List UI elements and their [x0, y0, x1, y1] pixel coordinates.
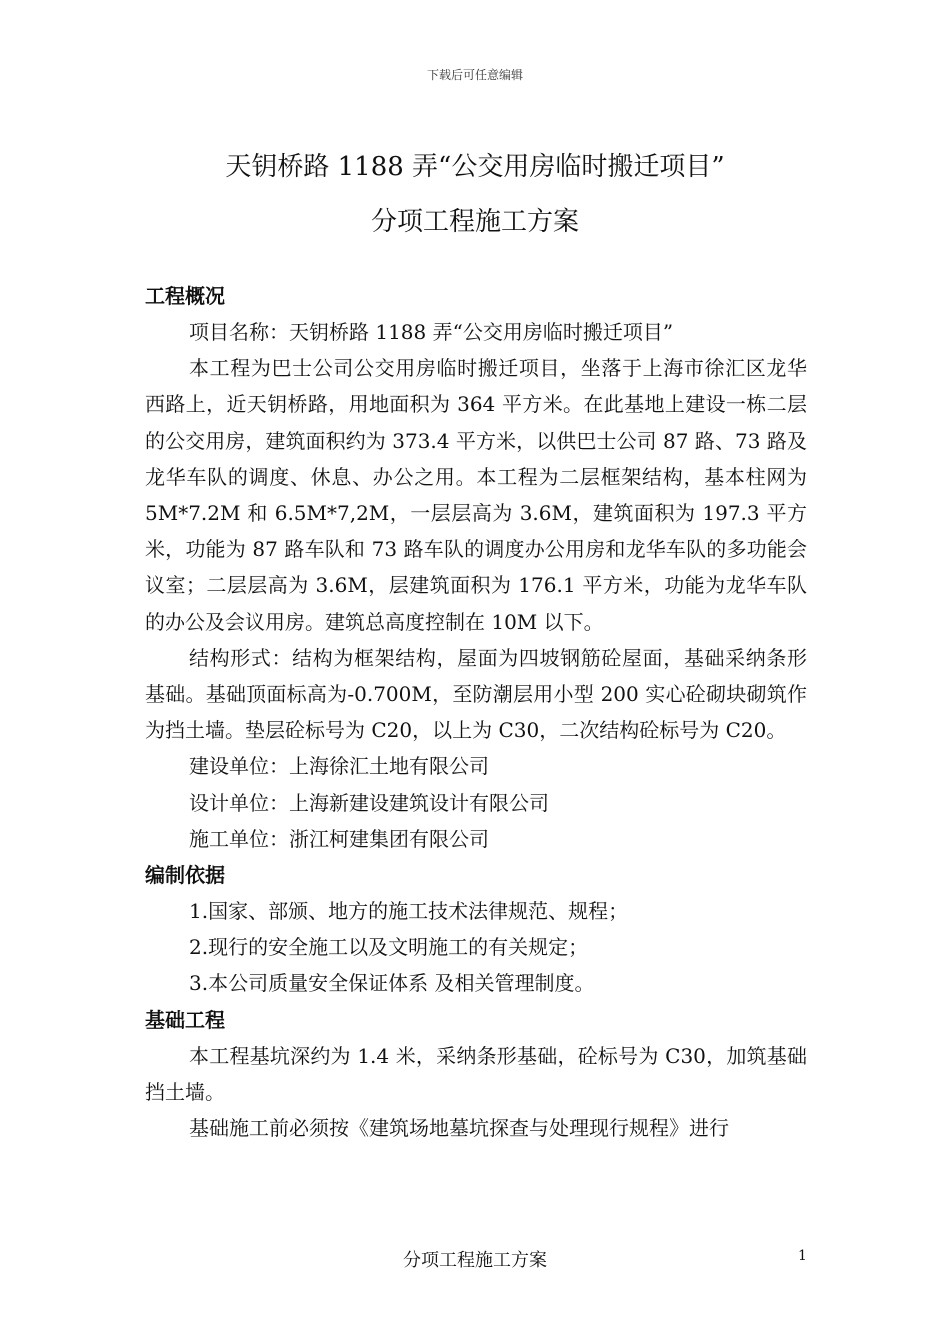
paragraph-construction-unit: 建设单位：上海徐汇土地有限公司	[189, 754, 489, 779]
document-body	[145, 278, 807, 1146]
paragraph-structure-form: 结构形式：结构为框架结构，屋面为四坡钢筋砼屋面，基础采纳条形基础。基础顶面标高为-0.700M，至防潮层用小型 200 实心砼砌块砌筑作为挡土墙。垫层砼标号为 C20，以上为 C30，二次结构砼标号为 C20。	[145, 645, 807, 743]
paragraph-project-description: 本工程为巴士公司公交用房临时搬迁项目，坐落于上海市徐汇区龙华西路上，近天钥桥路，用地面积为 364 平方米。在此基地上建设一栋二层的公交用房，建筑面积约为 373.4 平方米，以供巴士公司 87 路、73 路及龙华车队的调度、休息、办公之用。本工程为二层框架结构，基本柱网为 5M*7.2M 和 6.5M*7,2M，一层层高为 3.6M，建筑面积为 197.3 平方米，功能为 87 路车队和 73 路车队的调度办公用房和龙华车队的多功能会议室；二层层高为 3.6M，层建筑面积为 176.1 平方米，功能为龙华车队的办公及会议用房。建筑总高度控制在 10M 以下。	[145, 356, 807, 634]
page-header-note: 下载后可任意编辑	[426, 68, 523, 82]
section-heading-basis: 编制依据	[145, 863, 225, 888]
section-heading-foundation: 基础工程	[145, 1007, 225, 1032]
page-footer-title: 分项工程施工方案	[403, 1250, 547, 1271]
document-title-line-2: 分项工程施工方案	[370, 207, 579, 237]
page-number: 1	[798, 1248, 807, 1264]
paragraph-foundation-pit: 本工程基坑深约为 1.4 米，采纳条形基础，砼标号为 C30，加筑基础挡土墙。	[145, 1043, 807, 1104]
document-title-line-1: 天钥桥路 1188 弄“公交用房临时搬迁项目”	[225, 152, 725, 182]
paragraph-design-unit: 设计单位：上海新建设建筑设计有限公司	[189, 790, 549, 815]
list-item-basis-2: 2.现行的安全施工以及文明施工的有关规定；	[189, 935, 589, 960]
paragraph-project-name: 项目名称：天钥桥路 1188 弄“公交用房临时搬迁项目”	[189, 320, 674, 344]
paragraph-contractor: 施工单位：浙江柯建集团有限公司	[189, 826, 489, 851]
list-item-basis-3: 3.本公司质量安全保证体系 及相关管理制度。	[189, 971, 595, 996]
list-item-basis-1: 1.国家、部颁、地方的施工技术法律规范、规程；	[189, 899, 629, 924]
paragraph-foundation-inspection: 基础施工前必须按《建筑场地墓坑探查与处理现行规程》进行	[189, 1116, 729, 1141]
section-heading-overview: 工程概况	[145, 284, 225, 308]
